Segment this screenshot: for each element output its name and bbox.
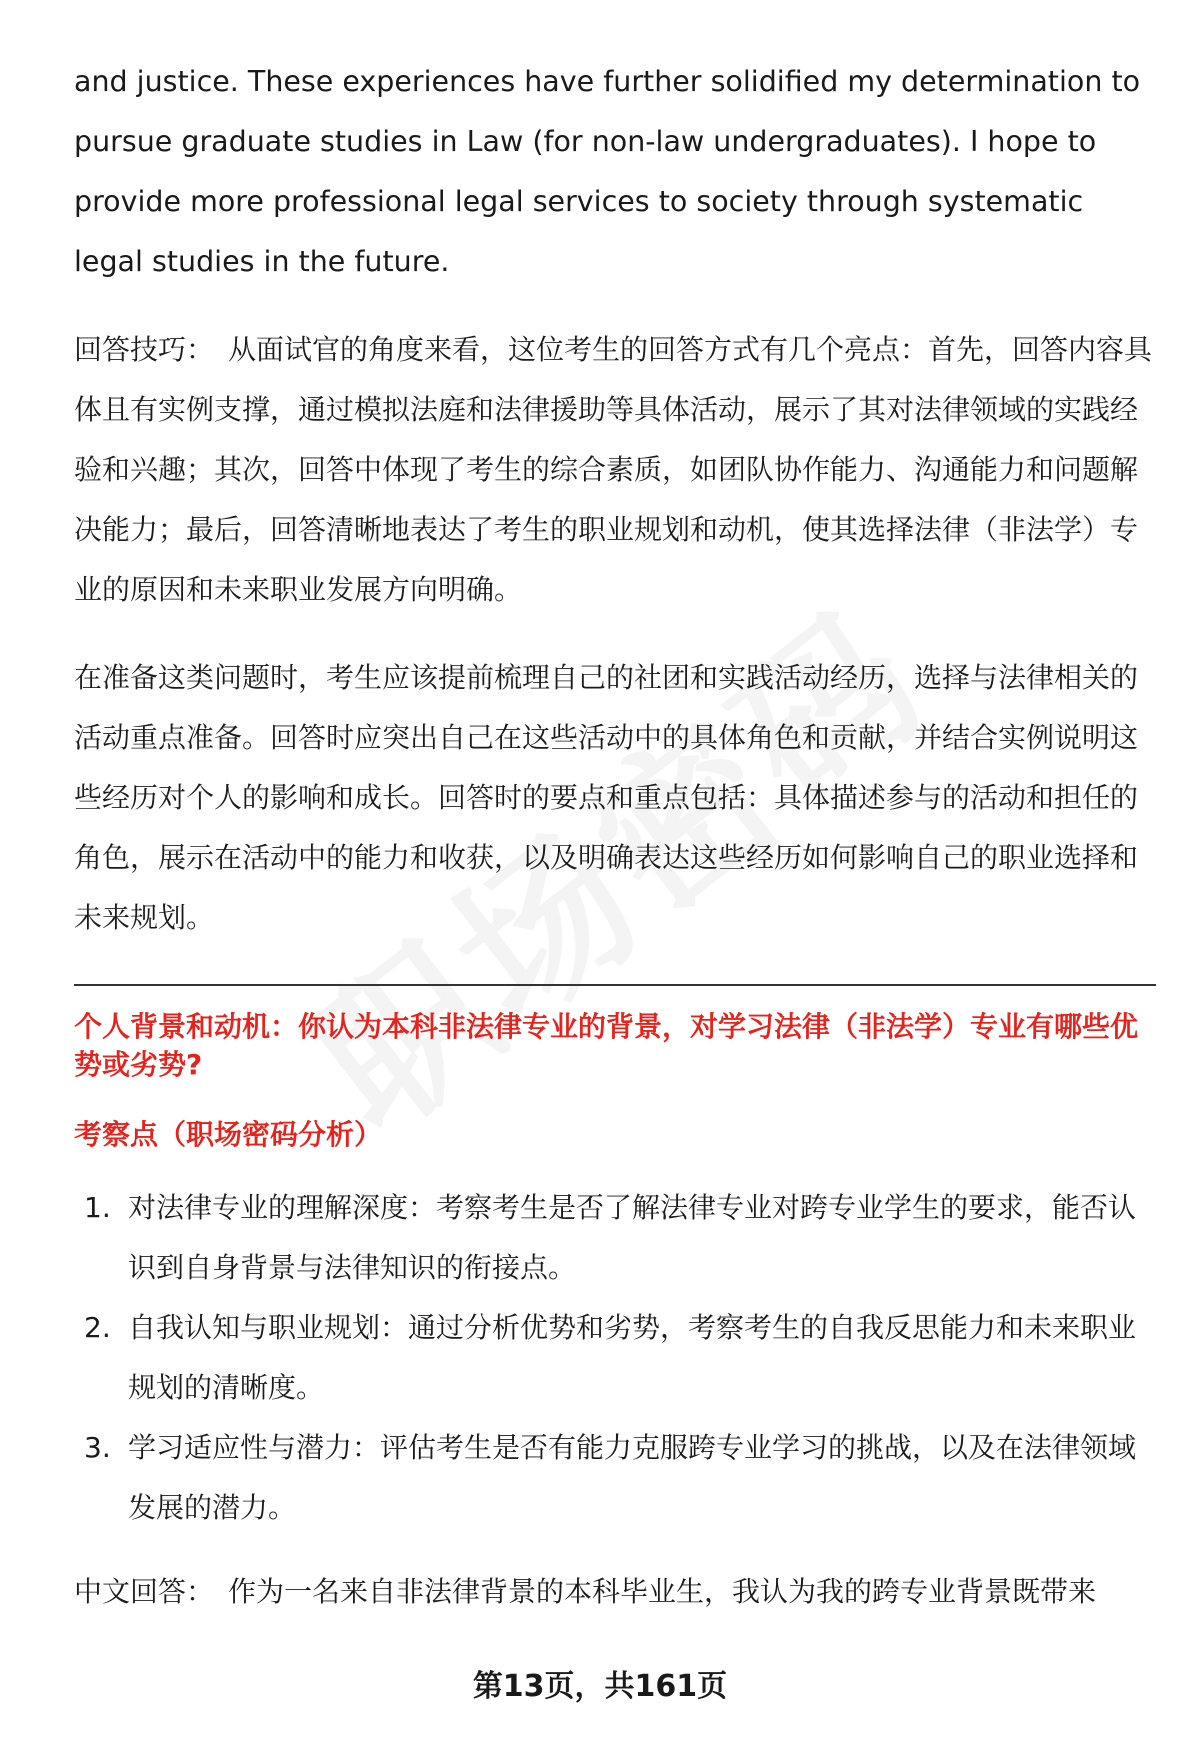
list-item-number: 2. — [84, 1311, 111, 1344]
focus-title: 考察点（职场密码分析） — [74, 1118, 383, 1151]
list-item — [74, 1298, 1156, 1418]
list-item — [74, 1418, 1156, 1538]
intro-paragraph: and justice. These experiences have further solidified my determination to pursue graduate studies in Law (for non-law undergraduates). I hope to provide more professional legal services to society through systematic legal studies in the future. — [74, 65, 1141, 278]
list-item-text: 学习适应性与潜力：评估考生是否有能力克服跨专业学习的挑战，以及在法律领域发展的潜力。 — [128, 1431, 1137, 1524]
tips-label: 回答技巧： — [74, 333, 215, 366]
chinese-answer-paragraph — [74, 1562, 1156, 1622]
question-heading: 个人背景和动机：你认为本科非法律专业的背景，对学习法律（非法学）专业有哪些优势或劣势? — [74, 1010, 1139, 1081]
page-content — [74, 52, 1156, 1622]
tips-text: 从面试官的角度来看，这位考生的回答方式有几个亮点：首先，回答内容具体且有实例支撑，通过模拟法庭和法律援助等具体活动，展示了其对法律领域的实践经验和兴趣；其次，回答中体现了考生的综合素质，如团队协作能力、沟通能力和问题解决能力；最后，回答清晰地表达了考生的职业规划和动机，使其选择法律（非法学）专业的原因和未来职业发展方向明确。 — [74, 333, 1153, 606]
tips-paragraph — [74, 320, 1156, 620]
chinese-answer-label: 中文回答： — [74, 1575, 215, 1608]
list-item-text: 自我认知与职业规划：通过分析优势和劣势，考察考生的自我反思能力和未来职业规划的清晰度。 — [128, 1311, 1137, 1404]
list-item-text: 对法律专业的理解深度：考察考生是否了解法律专业对跨专业学生的要求，能否认识到自身背景与法律知识的衔接点。 — [128, 1191, 1137, 1284]
page-number-footer: 第13页，共161页 — [472, 1669, 728, 1704]
chinese-answer-text: 作为一名来自非法律背景的本科毕业生，我认为我的跨专业背景既带来 — [228, 1575, 1097, 1608]
list-item-number: 3. — [84, 1431, 111, 1464]
list-item — [74, 1178, 1156, 1298]
list-item-number: 1. — [84, 1191, 111, 1224]
prep-paragraph: 在准备这类问题时，考生应该提前梳理自己的社团和实践活动经历，选择与法律相关的活动重点准备。回答时应突出自己在这些活动中的具体角色和贡献，并结合实例说明这些经历对个人的影响和成长。回答时的要点和重点包括：具体描述参与的活动和担任的角色，展示在活动中的能力和收获，以及明确表达这些经历如何影响自己的职业选择和未来规划。 — [74, 661, 1139, 934]
section-divider — [74, 984, 1156, 986]
focus-points-list — [74, 1178, 1156, 1538]
